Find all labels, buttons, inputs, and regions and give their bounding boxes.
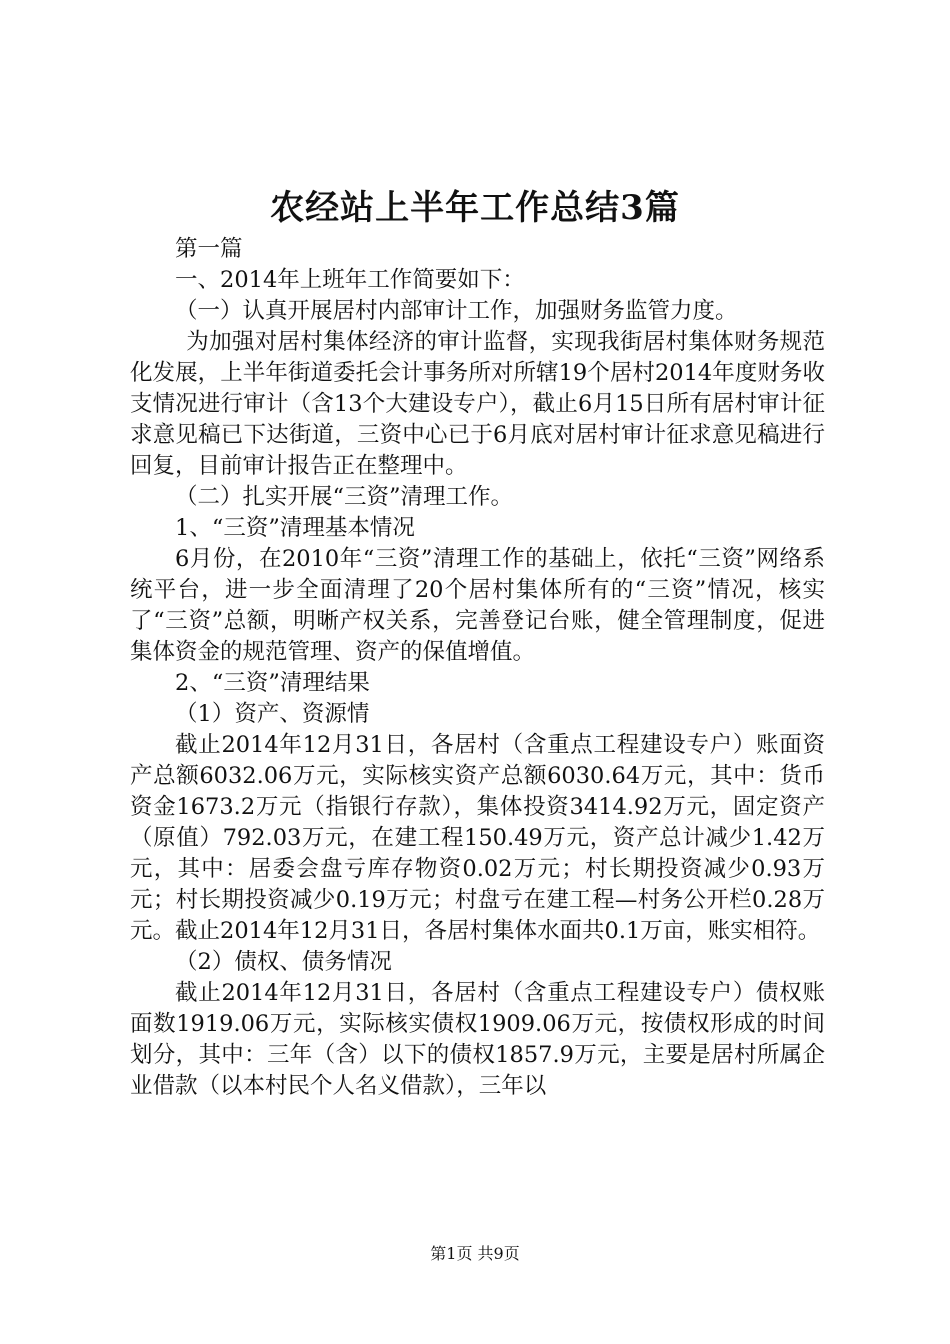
subsection-heading: （二）扎实开展“三资”清理工作。 (175, 484, 514, 510)
body-paragraph: 6月份，在2010年“三资”清理工作的基础上，依托“三资”网络系统平台，进一步全面清理了20个居村集体所有的“三资”情况，核实了“三资”总额，明晰产权关系，完善登记台账，健全管理制度，促进集体资金的规范管理、资产的保值增值。 (130, 546, 825, 665)
summary-heading: 一、2014年上班年工作简要如下： (175, 267, 525, 293)
subitem-heading: （1）资产、资源情 (175, 701, 370, 727)
page-number: 第1页 共9页 (430, 1244, 520, 1263)
subitem-heading: （2）债权、债务情况 (175, 949, 392, 975)
document-title: 农经站上半年工作总结3篇 (270, 188, 680, 228)
item-heading: 1、“三资”清理基本情况 (175, 515, 415, 541)
body-paragraph: 截止2014年12月31日，各居村（含重点工程建设专户）债权账面数1919.06万元，实际核实债权1909.06万元，按债权形成的时间划分，其中：三年（含）以下的债权1857.9万元，主要是居村所属企业借款（以本村民个人名义借款），三年以 (130, 980, 825, 1099)
subsection-heading: （一）认真开展居村内部审计工作，加强财务监管力度。 (175, 298, 738, 324)
document-body (130, 234, 825, 1102)
section-heading: 第一篇 (175, 236, 243, 262)
body-paragraph: 为加强对居村集体经济的审计监督，实现我街居村集体财务规范化发展，上半年街道委托会计事务所对所辖19个居村2014年度财务收支情况进行审计（含13个大建设专户），截止6月15日所有居村审计征求意见稿已下达街道，三资中心已于6月底对居村审计征求意见稿进行回复，目前审计报告正在整理中。 (130, 329, 825, 479)
item-heading: 2、“三资”清理结果 (175, 670, 370, 696)
body-paragraph: 截止2014年12月31日，各居村（含重点工程建设专户）账面资产总额6032.06万元，实际核实资产总额6030.64万元，其中：货币资金1673.2万元（指银行存款），集体投资3414.92万元，固定资产（原值）792.03万元，在建工程150.49万元，资产总计减少1.42万元，其中：居委会盘亏库存物资0.02万元；村长期投资减少0.93万元；村长期投资减少0.19万元；村盘亏在建工程—村务公开栏0.28万元。截止2014年12月31日，各居村集体水面共0.1万亩，账实相符。 (130, 732, 825, 944)
